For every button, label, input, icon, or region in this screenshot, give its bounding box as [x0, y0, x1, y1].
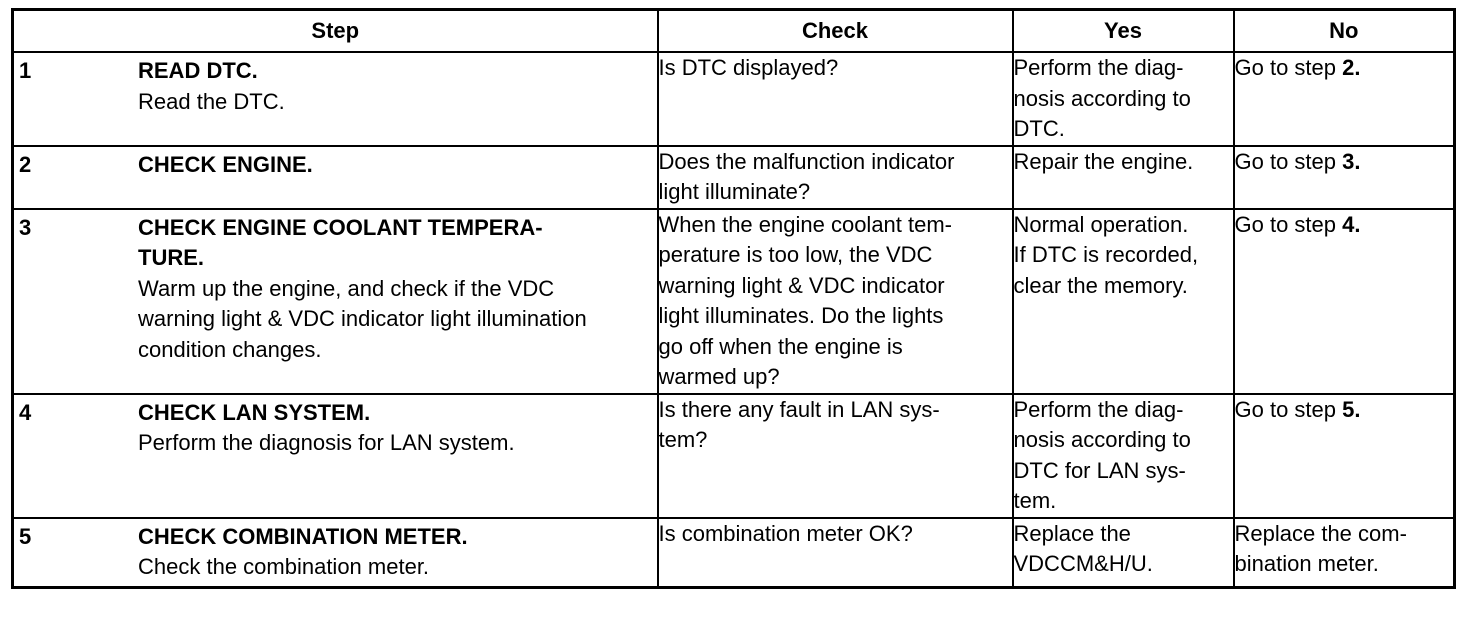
step-description-line: condition changes. — [138, 336, 322, 362]
table-row — [13, 146, 1455, 209]
table-header-row — [13, 10, 1455, 53]
yes-text-line: If DTC is recorded, — [1013, 242, 1199, 267]
yes-text-line: DTC for LAN sys- — [1013, 457, 1186, 483]
step-description-line: Warm up the engine, and check if the VDC — [138, 275, 555, 301]
goto-suffix: . — [1354, 396, 1361, 422]
yes-cell — [1013, 518, 1234, 588]
no-cell — [1234, 394, 1455, 518]
goto-prefix: Go to step — [1234, 396, 1343, 422]
yes-text-line: VDCCM&H/U. — [1013, 551, 1153, 576]
step-title-line: CHECK LAN SYSTEM. — [138, 399, 371, 425]
goto-prefix: Go to step — [1234, 148, 1343, 174]
goto-prefix: Go to step — [1234, 55, 1343, 80]
goto-step-text — [1235, 210, 1454, 241]
check-text-line: go off when the engine is — [658, 333, 903, 359]
step-body — [14, 210, 657, 369]
table-body — [13, 52, 1455, 587]
no-cell — [1234, 52, 1455, 146]
goto-step-text — [1235, 53, 1454, 84]
header-yes: Yes — [1013, 10, 1234, 53]
step-title-line: CHECK ENGINE. — [138, 151, 313, 177]
no-cell — [1234, 518, 1455, 588]
yes-text-line: Normal operation. — [1013, 211, 1189, 237]
no-cell — [1234, 209, 1455, 394]
yes-text-line: Replace the — [1013, 520, 1131, 546]
step-description-line: warning light & VDC indicator light illumination — [138, 306, 587, 331]
step-number: 4 — [19, 399, 32, 425]
goto-suffix: . — [1354, 148, 1361, 174]
table-row — [13, 52, 1455, 146]
step-body — [14, 395, 657, 462]
step-body — [14, 147, 657, 184]
step-cell — [13, 394, 658, 518]
goto-step-number: 5 — [1342, 396, 1355, 422]
table-row — [13, 518, 1455, 588]
goto-step-number: 4 — [1342, 211, 1355, 237]
step-body — [14, 519, 657, 586]
step-cell — [13, 146, 658, 209]
check-cell — [658, 394, 1013, 518]
step-description-line: Check the combination meter. — [138, 554, 430, 579]
step-cell — [13, 518, 658, 588]
step-title-line: CHECK ENGINE COOLANT TEMPERA- — [138, 214, 543, 240]
check-cell — [658, 518, 1013, 588]
diagnosis-table — [11, 8, 1456, 589]
check-cell — [658, 209, 1013, 394]
check-text-line: Is combination meter OK? — [658, 520, 913, 546]
yes-text-line: clear the memory. — [1013, 272, 1188, 298]
step-number: 1 — [19, 58, 32, 83]
step-title-line: TURE. — [138, 245, 204, 270]
yes-text-line: tem. — [1013, 488, 1057, 513]
goto-suffix: . — [1354, 55, 1361, 80]
table-row — [13, 209, 1455, 394]
step-description-line: Read the DTC. — [138, 88, 285, 114]
yes-cell — [1013, 394, 1234, 518]
step-title-line: READ DTC. — [138, 58, 258, 83]
yes-cell — [1013, 52, 1234, 146]
goto-prefix: Go to step — [1234, 211, 1343, 237]
step-cell — [13, 209, 658, 394]
yes-text-line: nosis according to — [1013, 427, 1191, 452]
table-row — [13, 394, 1455, 518]
check-text-line: light illuminates. Do the lights — [658, 303, 944, 328]
check-text-line: perature is too low, the VDC — [658, 242, 933, 267]
check-text-line: warmed up? — [658, 364, 780, 389]
yes-text-line: DTC. — [1013, 116, 1065, 141]
goto-step-text — [1235, 147, 1454, 178]
check-text-line: warning light & VDC indicator — [658, 272, 945, 298]
step-cell — [13, 52, 658, 146]
check-text-line: When the engine coolant tem- — [658, 211, 953, 237]
no-cell — [1234, 146, 1455, 209]
yes-text-line: Perform the diag- — [1013, 396, 1184, 422]
no-text-line: Replace the com- — [1234, 520, 1407, 546]
step-description-line: Perform the diagnosis for LAN system. — [138, 430, 515, 455]
check-text-line: Is there any fault in LAN sys- — [658, 396, 940, 422]
check-cell — [658, 146, 1013, 209]
yes-cell — [1013, 146, 1234, 209]
goto-step-text — [1235, 395, 1454, 426]
goto-step-number: 2 — [1342, 55, 1355, 80]
header-no: No — [1234, 10, 1455, 53]
step-number: 2 — [19, 151, 32, 177]
yes-cell — [1013, 209, 1234, 394]
step-number: 3 — [19, 214, 32, 240]
step-body — [14, 53, 657, 120]
check-text-line: Is DTC displayed? — [658, 55, 839, 80]
check-text-line: light illuminate? — [658, 179, 811, 204]
goto-suffix: . — [1354, 211, 1361, 237]
yes-text-line: Perform the diag- — [1013, 55, 1184, 80]
check-cell — [658, 52, 1013, 146]
check-text-line: tem? — [658, 427, 708, 452]
check-text-line: Does the malfunction indicator — [658, 148, 955, 174]
header-check: Check — [658, 10, 1013, 53]
diagnosis-table-wrapper — [11, 8, 1456, 589]
yes-text-line: nosis according to — [1013, 85, 1191, 111]
step-title-line: CHECK COMBINATION METER. — [138, 523, 468, 549]
no-text-line: bination meter. — [1234, 551, 1379, 576]
header-step: Step — [13, 10, 658, 53]
yes-text-line: Repair the engine. — [1013, 148, 1194, 174]
step-number: 5 — [19, 523, 32, 549]
goto-step-number: 3 — [1342, 148, 1355, 174]
